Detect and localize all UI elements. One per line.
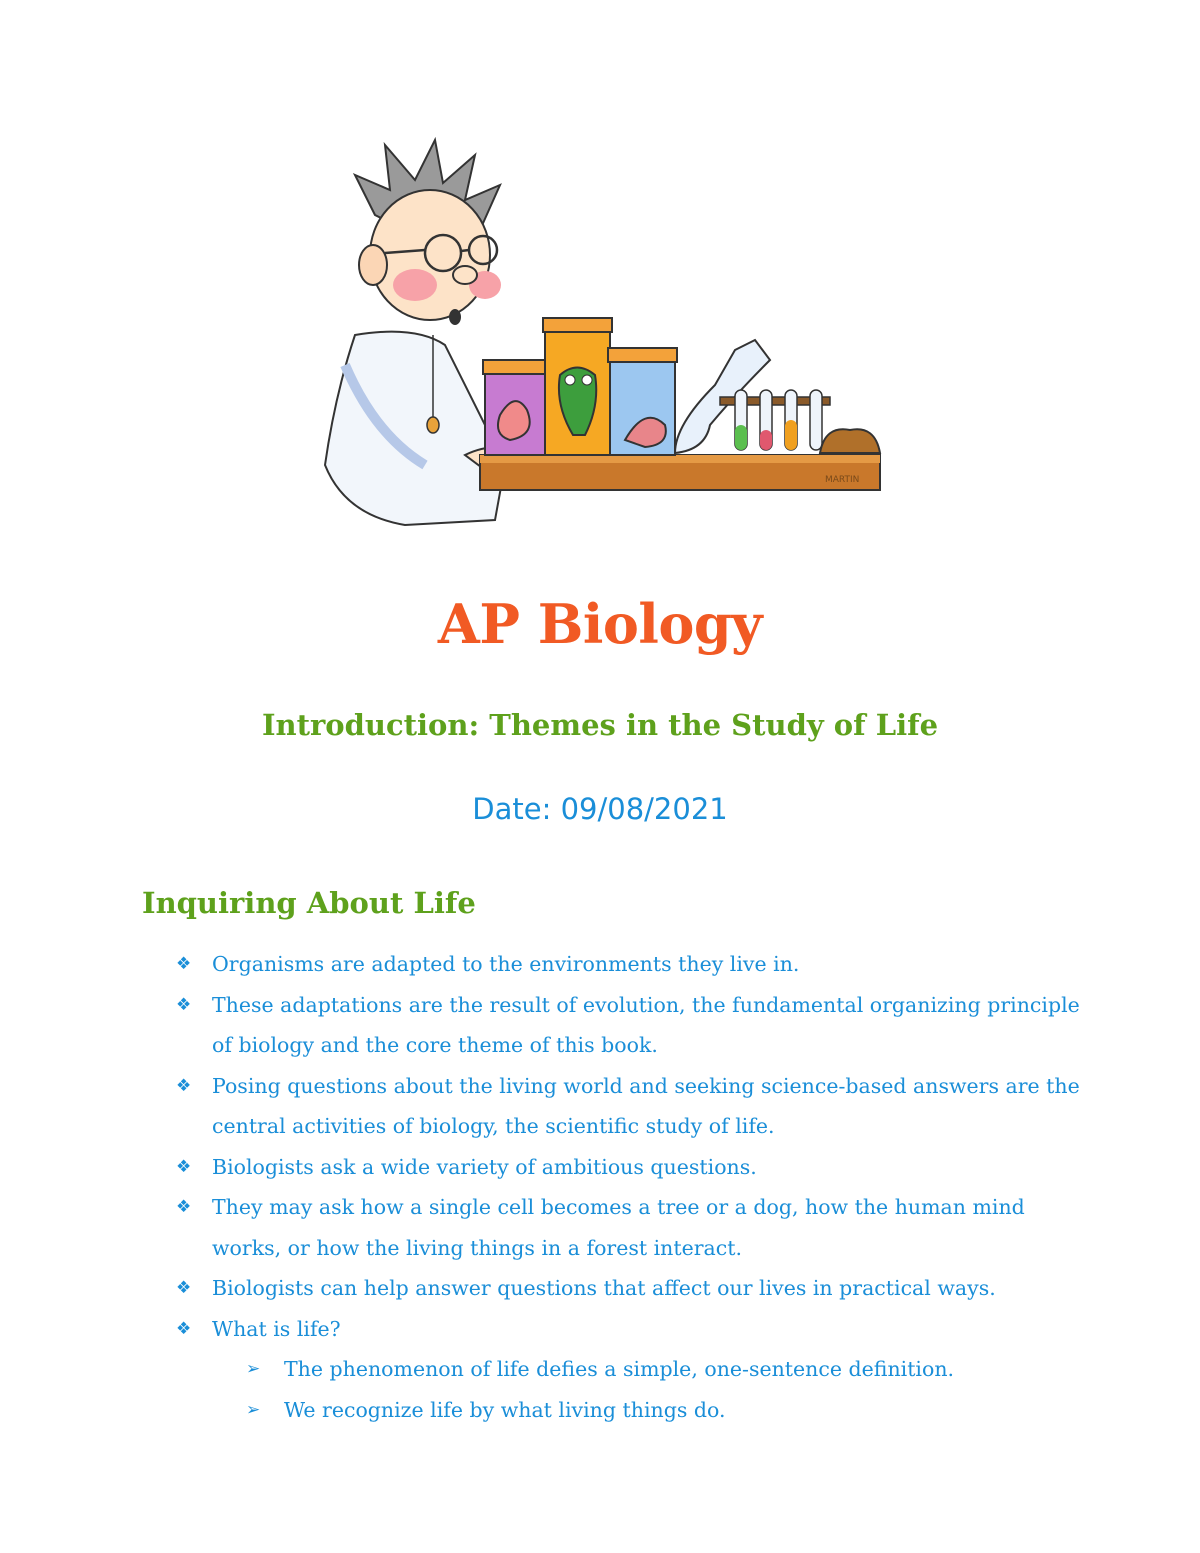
list-item: [0, 1309, 1200, 1350]
document-date: Date: 09/08/2021: [472, 792, 728, 826]
list-item-text: Biologists ask a wide variety of ambitious questions.: [212, 1154, 757, 1179]
list-item: [0, 1066, 1200, 1147]
diamond-bullet-icon: ❖: [176, 1318, 192, 1339]
arrow-bullet-icon: ➢: [246, 1399, 261, 1420]
list-item: [0, 985, 1200, 1066]
list-item: [0, 944, 1200, 985]
section-heading: Inquiring About Life: [142, 886, 476, 920]
diamond-bullet-icon: ❖: [176, 954, 192, 974]
list-item-text: The phenomenon of life defies a simple, one-sentence definition.: [284, 1357, 955, 1381]
list-item: [0, 1147, 1200, 1188]
list-item-text: Organisms are adapted to the environments they live in.: [212, 952, 800, 976]
diamond-bullet-icon: ❖: [176, 1278, 192, 1298]
page-subtitle: Introduction: Themes in the Study of Life: [261, 708, 939, 742]
sub-list-item: [0, 1390, 1200, 1431]
list-item: [0, 1187, 1200, 1268]
bullet-list: [0, 944, 1200, 1430]
list-item-text: They may ask how a single cell becomes a tree or a dog, how the human mind works, or how the living things in a forest interact.: [212, 1195, 1025, 1260]
scientist-illustration: [315, 135, 890, 530]
sub-list-item: [0, 1349, 1200, 1390]
list-item-text: We recognize life by what living things do.: [284, 1397, 726, 1422]
diamond-bullet-icon: ❖: [176, 1197, 192, 1217]
diamond-bullet-icon: ❖: [176, 1156, 192, 1177]
diamond-bullet-icon: ❖: [176, 1075, 192, 1096]
martin-signature: MARTIN: [825, 475, 860, 485]
list-item-text: Posing questions about the living world and seeking science-based answers are the central activities of biology, the scientific study of life.: [212, 1073, 1080, 1138]
list-item-text: Biologists can help answer questions that affect our lives in practical ways.: [212, 1276, 996, 1300]
diamond-bullet-icon: ❖: [176, 994, 192, 1015]
page-title: AP Biology: [437, 592, 763, 656]
arrow-bullet-icon: ➢: [246, 1359, 261, 1379]
list-item-text: These adaptations are the result of evolution, the fundamental organizing principle of biology and the core theme of this book.: [212, 992, 1080, 1057]
list-item: [0, 1268, 1200, 1309]
list-item-text: What is life?: [212, 1316, 341, 1341]
